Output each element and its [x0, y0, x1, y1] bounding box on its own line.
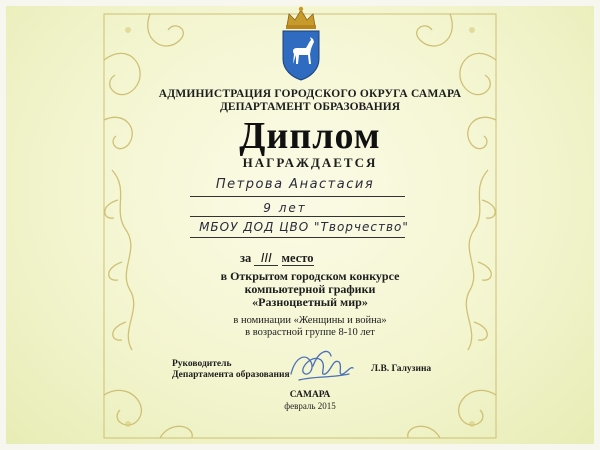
name-underline [190, 196, 405, 197]
nomination-line-2: в возрастной группе 8-10 лет [245, 327, 375, 338]
place-prefix: за [240, 251, 252, 265]
signatory-role-line-2: Департамента образования [172, 370, 290, 380]
contest-line-2: компьютерной графики [244, 282, 376, 296]
recipient-name: Петрова Анастасия [215, 177, 375, 192]
place-suffix: место [281, 251, 314, 265]
footer-date: февраль 2015 [284, 401, 336, 411]
school-underline [190, 237, 405, 238]
handwritten-signature-icon [285, 344, 357, 388]
samara-coat-of-arms-icon [273, 4, 329, 82]
signatory-name: Л.В. Галузина [371, 364, 432, 374]
footer-city: САМАРА [289, 390, 331, 400]
recipient-age: 9 лет [263, 201, 307, 215]
recipient-school: МБОУ ДОД ЦВО "Творчество" [199, 220, 409, 234]
place-row [240, 250, 370, 266]
contest-line-3: «Разноцветный мир» [252, 295, 368, 309]
nomination-line-1: в номинации «Женщины и война» [233, 315, 387, 326]
place-number: III [254, 250, 278, 266]
awarded-label: НАГРАЖДАЕТСЯ [242, 155, 378, 170]
age-underline [190, 216, 405, 217]
signatory-role-line-1: Руководитель [172, 359, 232, 369]
diploma-title: Диплом [239, 115, 381, 157]
contest-line-1: в Открытом городском конкурсе [220, 269, 400, 283]
org-line-2: ДЕПАРТАМЕНТ ОБРАЗОВАНИЯ [220, 101, 400, 113]
org-line-1: АДМИНИСТРАЦИЯ ГОРОДСКОГО ОКРУГА САМАРА [158, 88, 462, 100]
